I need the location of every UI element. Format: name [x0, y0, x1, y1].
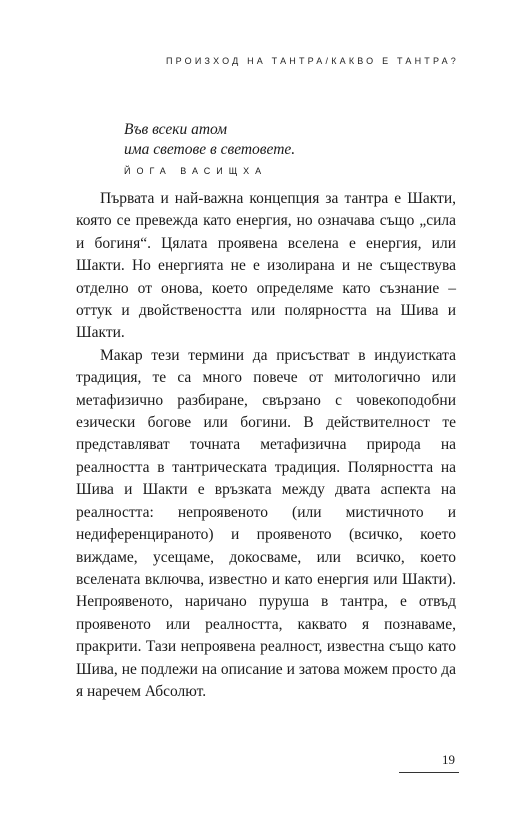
epigraph-line-2: има светове в световете.	[124, 141, 296, 158]
body-text	[76, 188, 456, 703]
epigraph-line-1: Във всеки атом	[124, 121, 228, 138]
paragraph-2: Макар тези термини да присъстват в индуистката традиция, те са много повече от митологично или метафизично разбиране, свързано с човекоподобни езически богове или богини. В действителност те представляват точната метафизична природа на реалността в тантрическата традиция. Полярността на Шива и Шакти е връзката между двата аспекта на реалността: непроявеното (или мистичното и недиференцираното) и проявеното (всичко, което виждаме, усещаме, докосваме, или всичко, което вселената включва, известно и като енергия или Шакти). Непроявеното, наричано пуруша в тантра, е отвъд проявеното или реалността, каквато я познаваме, пракрити. Тази непроявена реалност, известна също като Шива, не подлежи на описание и затова можем просто да я наречем Абсолют.	[76, 346, 456, 700]
page-number: 19	[442, 752, 455, 767]
epigraph-author: ЙОГА ВАСИЩХА	[124, 166, 268, 176]
paragraph-1: Първата и най-важна концепция за тантра е Шакти, която се превежда като енергия, но означава също „сила и богиня“. Цялата проявена вселена е енергия, или Шакти. Но енергията не е изолирана и не съществува отделно от онова, което определяме като съзнание – оттук и двойствеността или полярността на Шива и Шакти.	[76, 190, 456, 342]
epigraph	[124, 120, 444, 176]
running-header: ПРОИЗХОД НА ТАНТРА/КАКВО Е ТАНТРА?	[166, 56, 459, 66]
footer-rule	[399, 772, 459, 773]
